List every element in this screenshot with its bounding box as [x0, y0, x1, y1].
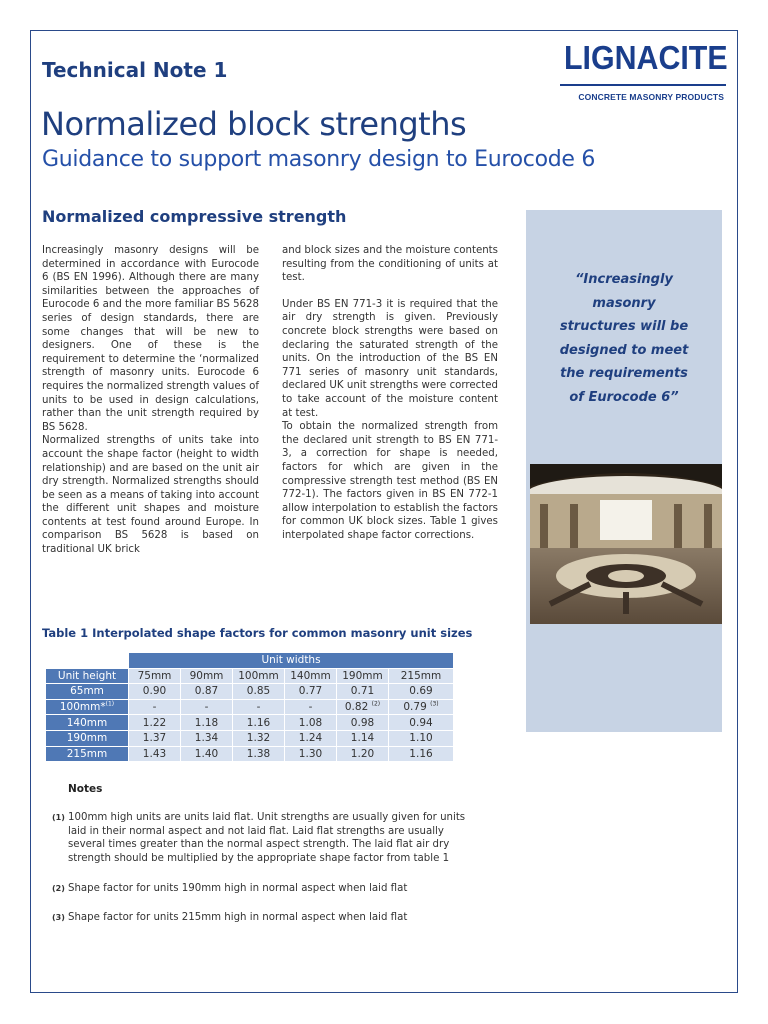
unit-widths-header: Unit widths [129, 653, 454, 669]
row-label: 100mm*$^{(1)}$ [46, 699, 129, 715]
footnote-1 [52, 811, 482, 865]
table-cell: - [181, 699, 233, 715]
table-cell: 1.16 [233, 715, 285, 731]
paragraph: and block sizes and the moisture contents resulting from the conditioning of units at test. [282, 245, 498, 284]
column-header: 75mm [129, 668, 181, 684]
logo-tagline: CONCRETE MASONRY PRODUCTS [578, 92, 724, 102]
table-cell: 1.40 [181, 746, 233, 762]
table-cell: 1.37 [129, 730, 181, 746]
table-cell: 1.08 [285, 715, 337, 731]
table-cell: 0.79 $^{(3)}$ [389, 699, 454, 715]
table-cell: 1.24 [285, 730, 337, 746]
table-cell: 1.30 [285, 746, 337, 762]
table-cell: 1.16 [389, 746, 454, 762]
table-cell: 0.69 [389, 684, 454, 700]
table-cell: 1.20 [337, 746, 389, 762]
column-header: 190mm [337, 668, 389, 684]
building-interior-photo [530, 464, 722, 624]
table-cell: 0.85 [233, 684, 285, 700]
technical-note-title: Technical Note 1 [42, 58, 228, 82]
table-row [46, 730, 454, 746]
column-header: 100mm [233, 668, 285, 684]
row-label: 65mm [46, 684, 129, 700]
table-cell: 1.22 [129, 715, 181, 731]
page-title: Normalized block strengths [41, 105, 467, 143]
table-title: Table 1 Interpolated shape factors for common masonry unit sizes [42, 626, 473, 640]
table-cell: 0.77 [285, 684, 337, 700]
table-cell: 1.14 [337, 730, 389, 746]
table-cell: 1.34 [181, 730, 233, 746]
table-row [46, 699, 454, 715]
row-label: 190mm [46, 730, 129, 746]
table-cell: 1.32 [233, 730, 285, 746]
table-cell: 1.43 [129, 746, 181, 762]
table-header-row [46, 653, 454, 669]
page-subtitle: Guidance to support masonry design to Eurocode 6 [42, 147, 596, 172]
table-row [46, 715, 454, 731]
table-row [46, 746, 454, 762]
footnote-text: Shape factor for units 215mm high in normal aspect when laid flat [68, 912, 408, 923]
paragraph: Under BS EN 771-3 it is required that the air dry strength is given. Previously concrete block strengths were based on declaring the saturated strength of the units. On the introduction of the BS EN 771 series of masonry unit standards, declared UK unit strengths were corrected to take account of the moisture content at test. [282, 298, 498, 419]
lignacite-logo [560, 40, 730, 102]
paragraph: Normalized strengths of units take into account the shape factor (height to width relationship) and are based on the unit air dry strength. Normalized strengths should be seen as a means of taking into account the different unit shapes and moisture contents at test found around Europe. In comparison BS 5628 is based on traditional UK brick [42, 435, 259, 556]
footnote-text: Shape factor for units 190mm high in normal aspect when laid flat [68, 883, 408, 894]
quote-sidebar [526, 210, 722, 732]
footnote-marker: (3) [52, 913, 65, 922]
footnote-marker: (2) [52, 884, 65, 893]
unit-height-header: Unit height [46, 668, 129, 684]
table-cell: 1.18 [181, 715, 233, 731]
column-header: 215mm [389, 668, 454, 684]
table-cell: 0.71 [337, 684, 389, 700]
table-corner [46, 653, 129, 669]
table-cell: - [129, 699, 181, 715]
table-cell: 0.90 [129, 684, 181, 700]
table-cell: 0.98 [337, 715, 389, 731]
paragraph: Increasingly masonry designs will be determined in accordance with Eurocode 6 (BS EN 1996). Although there are many similarities between the approaches of Eurocode 6 and the more familiar BS 5628 series of design standards, there are some changes that will be new to designers. One of these is the requirement to determine the ‘normalized strength of masonry units. Eurocode 6 requires the normalized strength values of units to be used in design calculations, rather than the unit strength required by BS 5628. [42, 245, 259, 433]
table-cell: - [285, 699, 337, 715]
footnote-marker: (1) [52, 813, 65, 822]
footnote-text: 100mm high units are units laid flat. Unit strengths are usually given for units laid in their normal aspect and not laid flat. Laid flat strengths are usually several times greater than the normal aspect strength. The laid flat air dry strength should be multiplied by the appropriate shape factor from table 1 [68, 812, 466, 864]
table-cell: - [233, 699, 285, 715]
row-label: 140mm [46, 715, 129, 731]
table-cell: 1.38 [233, 746, 285, 762]
table-cell: 0.87 [181, 684, 233, 700]
logo-rule [560, 84, 726, 86]
table-column-row [46, 668, 454, 684]
logo-wordmark: LIGNACITE [564, 39, 728, 76]
row-label: 215mm [46, 746, 129, 762]
shape-factor-table [45, 652, 454, 762]
body-column-2 [282, 244, 498, 542]
pull-quote: “Increasingly masonry structures will be designed to meet the requirements of Eurocode 6” [559, 272, 689, 405]
table-cell: 0.94 [389, 715, 454, 731]
table-row [46, 684, 454, 700]
table-cell: 0.82 $^{(2)}$ [337, 699, 389, 715]
paragraph: To obtain the normalized strength from the declared unit strength to BS EN 771-3, a correction for shape is needed, factors for which are given in the compressive strength test method (BS EN 772-1). The factors given in BS EN 772-1 allow interpolation to establish the factors for common UK block sizes. Table 1 gives interpolated shape factor corrections. [282, 421, 498, 541]
footnote-2 [52, 882, 482, 898]
notes-title: Notes [68, 783, 103, 795]
column-header: 90mm [181, 668, 233, 684]
footnote-3 [52, 911, 482, 927]
column-header: 140mm [285, 668, 337, 684]
body-column-1 [42, 244, 259, 557]
table-cell: 1.10 [389, 730, 454, 746]
section-heading: Normalized compressive strength [42, 207, 347, 226]
